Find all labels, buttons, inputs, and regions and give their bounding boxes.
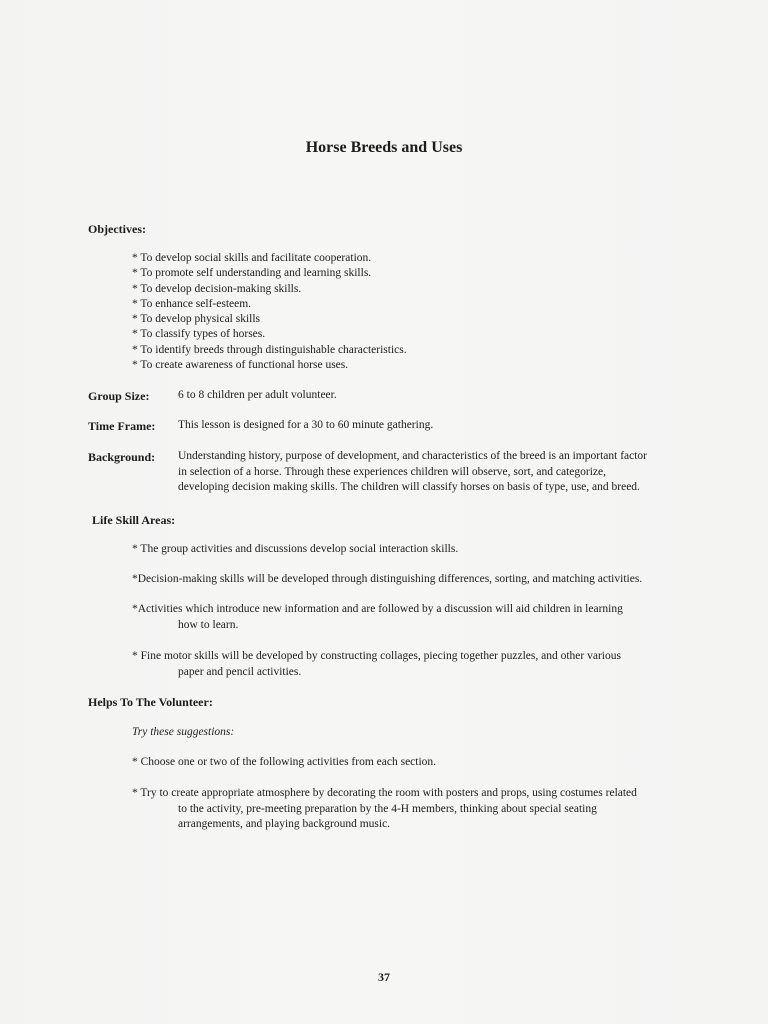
- objectives-list: [132, 251, 407, 373]
- objectives-heading: Objectives:: [88, 222, 146, 236]
- list-item: * To create awareness of functional horse uses.: [132, 359, 349, 372]
- life-skill-line: * Fine motor skills will be developed by constructing collages, piecing together puzzles, and other various: [132, 650, 621, 662]
- time-frame-value: This lesson is designed for a 30 to 60 minute gathering.: [178, 419, 434, 431]
- helps-heading: Helps To The Volunteer:: [88, 695, 213, 709]
- list-item: * To identify breeds through distinguishable characteristics.: [132, 343, 407, 356]
- list-item: * To classify types of horses.: [132, 328, 266, 341]
- group-size-value: 6 to 8 children per adult volunteer.: [178, 389, 337, 401]
- helps-line: * Try to create appropriate atmosphere by decorating the room with posters and props, using costumes related: [132, 787, 637, 799]
- life-skill-line: *Activities which introduce new information and are followed by a discussion will aid children in learning: [132, 603, 623, 615]
- list-item: * To enhance self-esteem.: [132, 297, 252, 310]
- background-line: Understanding history, purpose of development, and characteristics of the breed is an important factor: [178, 450, 648, 462]
- helps-item: * Choose one or two of the following activities from each section.: [132, 756, 437, 768]
- life-skill-item: [132, 602, 623, 633]
- life-skill-continuation: paper and pencil activities.: [178, 665, 302, 678]
- group-size-label: Group Size:: [88, 389, 150, 403]
- life-skill-continuation: how to learn.: [178, 618, 239, 631]
- background-label: Background:: [88, 450, 156, 464]
- list-item: * To develop physical skills: [132, 313, 261, 326]
- time-frame-label: Time Frame:: [88, 419, 156, 433]
- page-title: Horse Breeds and Uses: [305, 139, 463, 156]
- life-skill-item: *Decision-making skills will be developed through distinguishing differences, sorting, and matching activities.: [132, 573, 643, 585]
- background-text: [178, 449, 647, 496]
- helps-continuation: arrangements, and playing background music.: [178, 818, 391, 830]
- life-skill-item: * The group activities and discussions develop social interaction skills.: [132, 543, 459, 555]
- background-line: developing decision making skills. The children will classify horses on basis of type, use, and breed.: [178, 481, 640, 493]
- helps-item: [132, 786, 637, 833]
- list-item: * To develop social skills and facilitate cooperation.: [132, 252, 372, 264]
- background-line: in selection of a horse. Through these experiences children will observe, sort, and categorize,: [178, 465, 607, 478]
- helps-intro: Try these suggestions:: [132, 726, 235, 738]
- life-skill-item: [132, 649, 621, 680]
- page-number: 37: [378, 970, 390, 984]
- list-item: * To develop decision-making skills.: [132, 282, 302, 295]
- helps-continuation: to the activity, pre-meeting preparation by the 4-H members, thinking about special seating: [178, 802, 597, 815]
- list-item: * To promote self understanding and learning skills.: [132, 267, 372, 280]
- life-skill-heading: Life Skill Areas:: [92, 513, 176, 527]
